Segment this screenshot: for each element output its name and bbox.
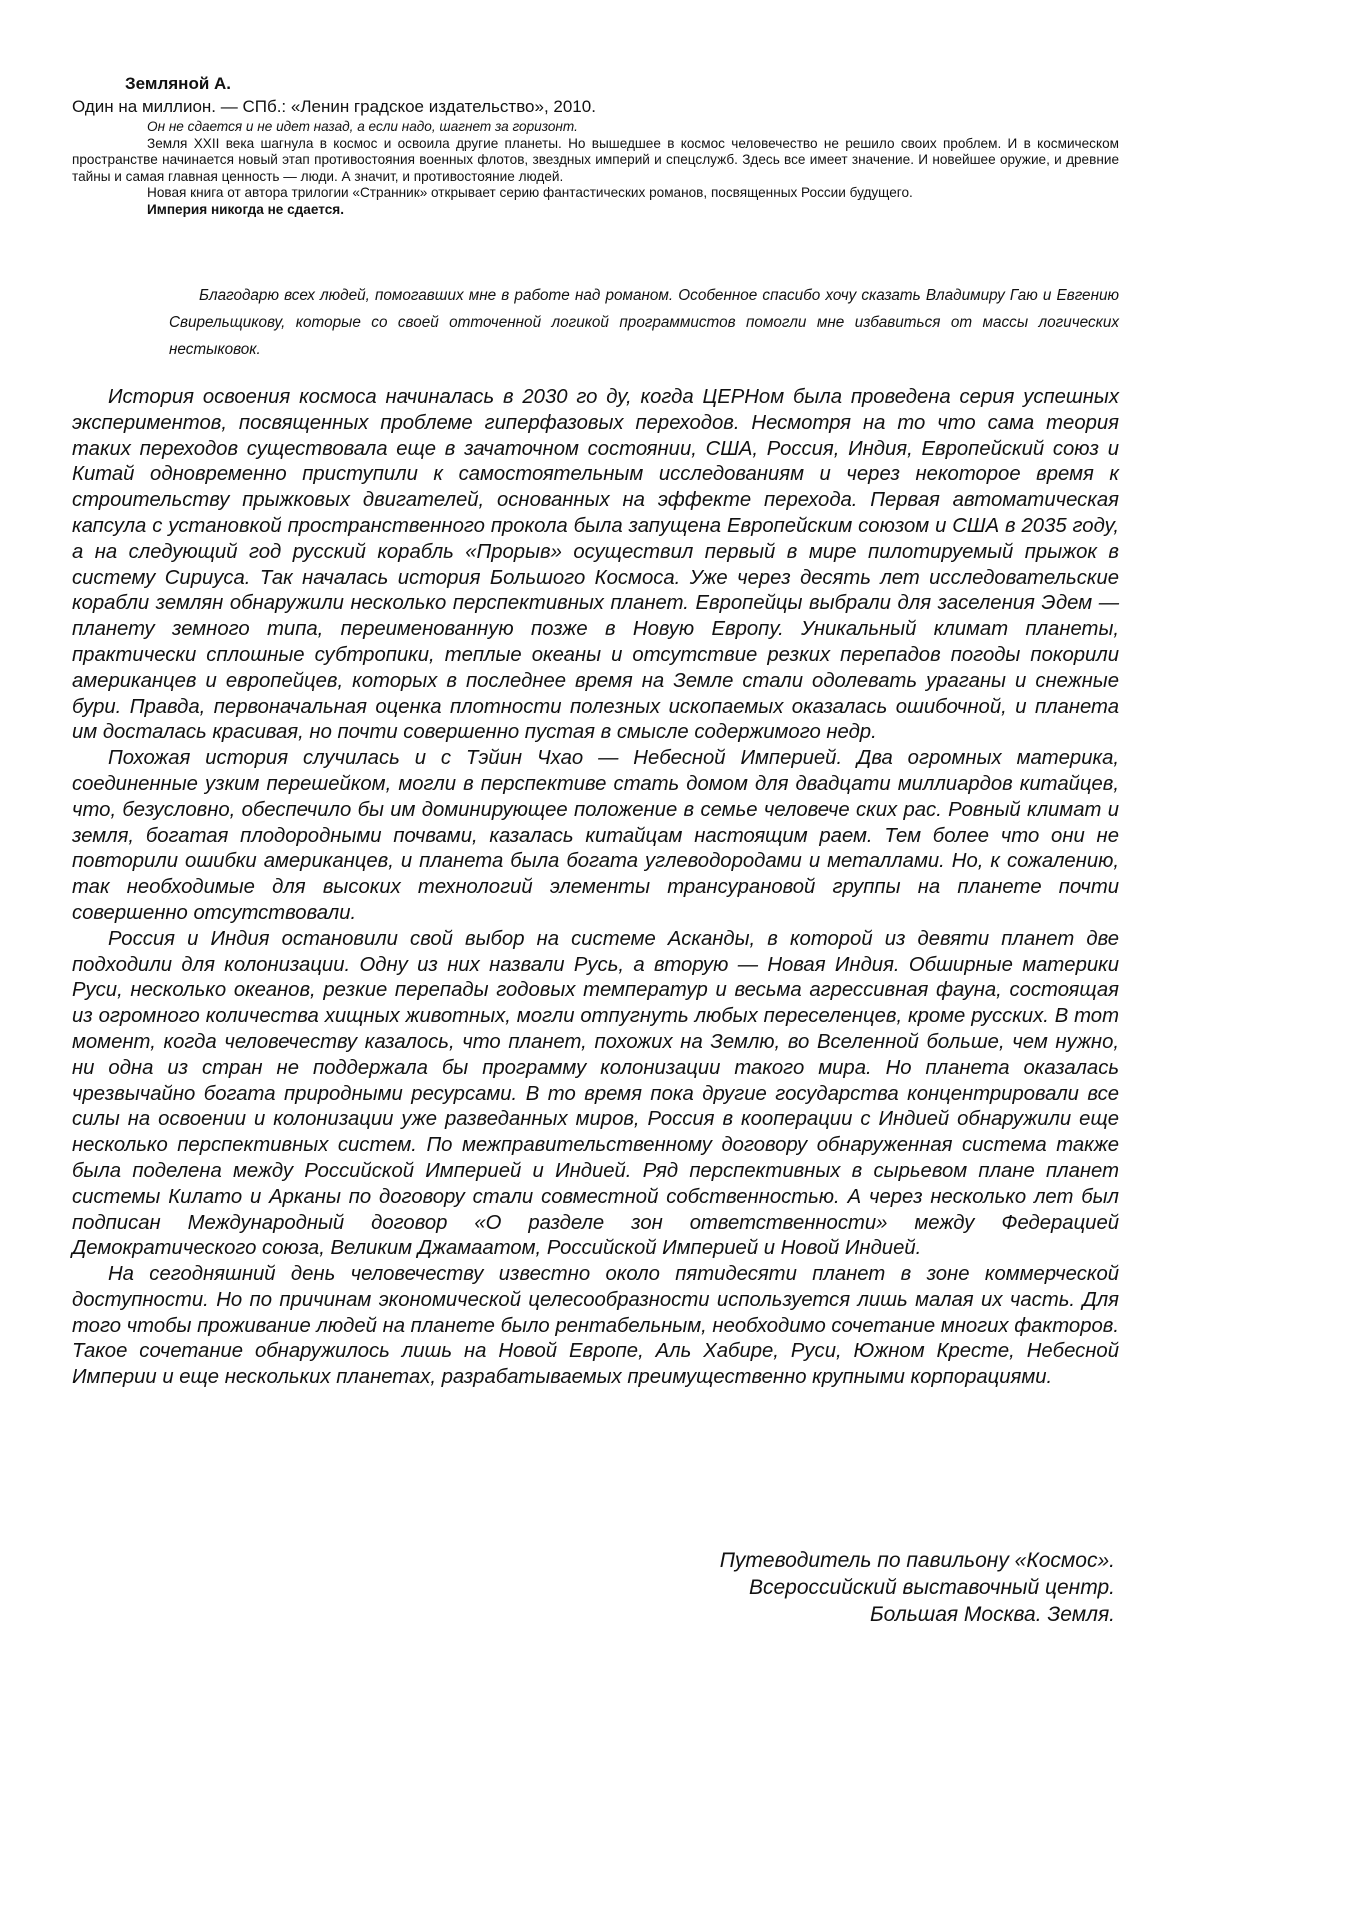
- source-signature: [560, 1547, 1115, 1628]
- acknowledgement-text: Благодарю всех людей, помогавших мне в работе над романом. Особенное спасибо хочу сказать Владимиру Гаю и Евгению Свирельщикову, которые со своей отточенной логикой программистов помогли мне избавиться от массы логических нестыковок.: [169, 287, 1119, 358]
- signature-line-1: Путеводитель по павильону «Космос».: [719, 1549, 1115, 1572]
- prologue-text: [72, 385, 1119, 1391]
- signature-line-3: Большая Москва. Земля.: [870, 1603, 1115, 1626]
- author-name: Земляной А.: [125, 74, 232, 93]
- acknowledgement-block: [169, 282, 1119, 363]
- annotation-epigraph: Он не сдается и не идет назад, а если надо, шагнет за горизонт.: [147, 119, 578, 134]
- signature-line-2: Всероссийский выставочный центр.: [748, 1576, 1115, 1599]
- annotation-series-note: Новая книга от автора трилогии «Странник» открывает серию фантастических романов, посвященных России будущего.: [147, 185, 913, 200]
- body-paragraph: Россия и Индия остановили свой выбор на системе Асканды, в которой из девяти планет две подходили для колонизации. Одну из них назвали Русь, а вторую — Новая Индия. Обширные материки Руси, несколько океанов, резкие перепады годовых температур и весьма агрессивная фауна, состоящая из огромного количества хищных животных, могли отпугнуть любых переселенцев, кроме русских. В тот момент, когда человечеству казалось, что планет, похожих на Землю, во Вселенной больше, чем нужно, ни одна из стран не поддержала бы программу колонизации такого мира. Но планета оказалась чрезвычайно богата природными ресурсами. В то время пока другие государства концентрировали все силы на освоении и колонизации уже разведанных миров, Россия в кооперации с Индией обнаружили еще несколько перспективных систем. По межправительственному договору обнаруженная система также была поделена между Российской Империей и Индией. Ряд перспективных в сырьевом плане планет системы Килато и Арканы по договору стали совместной собственностью. А через несколько лет был подписан Международный договор «О разделе зон ответственности» между Федерацией Демократического союза, Великим Джамаатом, Российской Империей и Новой Индией.: [72, 927, 1119, 1260]
- publication-info: Один на миллион. — СПб.: «Ленин градское издательство», 2010.: [72, 97, 596, 116]
- annotation-summary: Земля XXII века шагнула в космос и освоила другие планеты. Но вышедшее в космос человечество не решило своих проблем. И в космическом пространстве начинается новый этап противостояния военных флотов, звездных империй и спецслужб. Здесь все имеет значение. И новейшее оружие, и древние тайны и самая главная ценность — люди. А значит, и противостояние людей.: [72, 135, 1119, 184]
- annotation-motto: Империя никогда не сдается.: [147, 201, 344, 217]
- body-paragraph: Похожая история случилась и с Тэйин Чхао — Небесной Империей. Два огромных материка, соединенные узким перешейком, могли в перспективе стать домом для двадцати миллиардов китайцев, что, безусловно, обеспечило бы им доминирующее положение в семье человече ских рас. Ровный климат и земля, богатая плодородными почвами, казалась китайцам настоящим раем. Тем более что они не повторили ошибки американцев, и планета была богата углеводородами и металлами. Но, к сожалению, так необходимые для высоких технологий элементы трансурановой группы на планете почти совершенно отсутствовали.: [72, 747, 1119, 924]
- body-paragraph: История освоения космоса начиналась в 2030 го ду, когда ЦЕРНом была проведена серия успешных экспериментов, посвященных проблеме гиперфазовых переходов. Несмотря на то что сама теория таких переходов существовала еще в зачаточном состоянии, США, Россия, Индия, Европейский союз и Китай одновременно приступили к самостоятельным исследованиям и через некоторое время к строительству прыжковых двигателей, основанных на эффекте перехода. Первая автоматическая капсула с установкой пространственного прокола была запущена Европейским союзом и США в 2035 году, а на следующий год русский корабль «Прорыв» осуществил первый в мире пилотируемый прыжок в систему Сириуса. Так началась история Большого Космоса. Уже через десять лет исследовательские корабли землян обнаружили несколько перспективных планет. Европейцы выбрали для заселения Эдем — планету земного типа, переименованную позже в Новую Европу. Уникальный климат планеты, практически сплошные субтропики, теплые океаны и отсутствие резких перепадов погоды покорили американцев и европейцев, которых в последнее время на Земле стали одолевать ураганы и снежные бури. Правда, первоначальная оценка плотности полезных ископаемых оказалась ошибочной, и планета им досталась красивая, но почти совершенно пустая в смысле содержимого недр.: [72, 386, 1119, 744]
- body-paragraph: На сегодняшний день человечеству известно около пятидесяти планет в зоне коммерческой доступности. Но по причинам экономической целесообразности используется лишь малая их часть. Для того чтобы проживание людей на планете было рентабельным, необходимо сочетание многих факторов. Такое сочетание обнаружилось лишь на Новой Европе, Аль Хабире, Руси, Южном Кресте, Небесной Империи и еще нескольких планетах, разрабатываемых преимущественно крупными корпорациями.: [72, 1263, 1119, 1389]
- book-annotation: [72, 119, 1119, 218]
